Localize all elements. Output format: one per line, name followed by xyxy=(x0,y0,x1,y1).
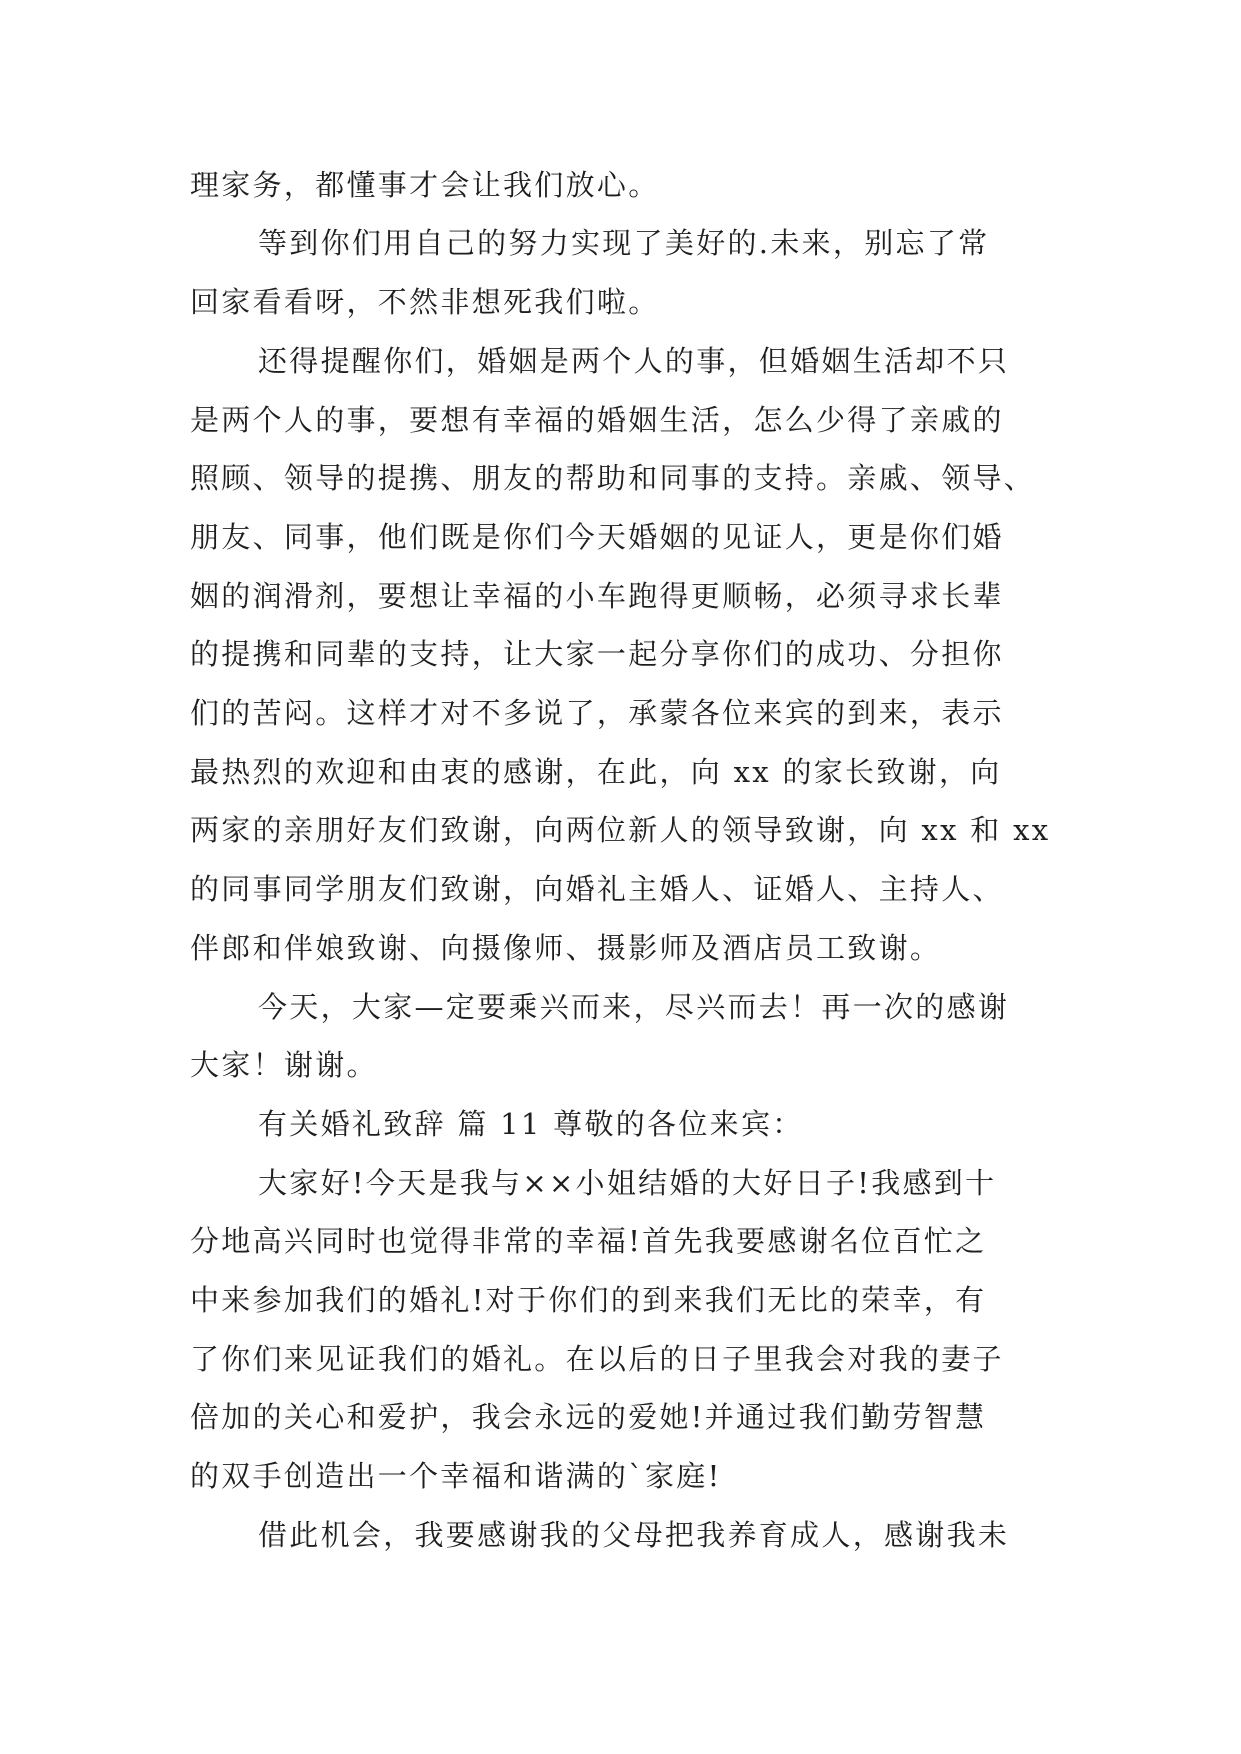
text-line: 借此机会，我要感谢我的父母把我养育成人，感谢我未 xyxy=(258,1518,1010,1552)
text-line: 今天，大家—定要乘兴而来，尽兴而去！再一次的感谢 xyxy=(258,990,1010,1024)
section-heading: 有关婚礼致辞 篇 11 尊敬的各位来宾： xyxy=(258,1107,804,1141)
text-line: 最热烈的欢迎和由衷的感谢，在此，向 xx 的家长致谢，向 xyxy=(190,755,1002,789)
text-line: 的同事同学朋友们致谢，向婚礼主婚人、证婚人、主持人、 xyxy=(190,872,1004,906)
text-line: 朋友、同事，他们既是你们今天婚姻的见证人，更是你们婚 xyxy=(190,520,1004,554)
text-line: 姻的润滑剂，要想让幸福的小车跑得更顺畅，必须寻求长辈 xyxy=(190,579,1004,613)
text-line: 两家的亲朋好友们致谢，向两位新人的领导致谢，向 xx 和 xx xyxy=(190,813,1051,847)
text-line: 照顾、领导的提携、朋友的帮助和同事的支持。亲戚、领导、 xyxy=(190,461,1036,495)
text-line: 的双手创造出一个幸福和谐满的`家庭! xyxy=(190,1459,722,1493)
text-line: 倍加的关心和爱护，我会永远的爱她!并通过我们勤劳智慧 xyxy=(190,1400,987,1434)
text-line: 等到你们用自己的努力实现了美好的.未来，别忘了常 xyxy=(258,226,990,260)
text-line: 伴郎和伴娘致谢、向摄像师、摄影师及酒店员工致谢。 xyxy=(190,931,942,965)
text-line: 们的苦闷。这样才对不多说了，承蒙各位来宾的到来，表示 xyxy=(190,696,1004,730)
text-line: 还得提醒你们，婚姻是两个人的事，但婚姻生活却不只 xyxy=(258,344,1010,378)
text-line: 中来参加我们的婚礼!对于你们的到来我们无比的荣幸，有 xyxy=(190,1283,987,1317)
text-line: 大家！谢谢。 xyxy=(190,1048,378,1082)
text-line: 的提携和同辈的支持，让大家一起分享你们的成功、分担你 xyxy=(190,637,1004,671)
text-line: 大家好!今天是我与××小姐结婚的大好日子!我感到十 xyxy=(258,1166,997,1200)
text-line: 理家务，都懂事才会让我们放心。 xyxy=(190,168,660,202)
text-line: 分地高兴同时也觉得非常的幸福!首先我要感谢名位百忙之 xyxy=(190,1224,987,1258)
text-line: 回家看看呀，不然非想死我们啦。 xyxy=(190,285,660,319)
text-line: 了你们来见证我们的婚礼。在以后的日子里我会对我的妻子 xyxy=(190,1342,1004,1376)
text-line: 是两个人的事，要想有幸福的婚姻生活，怎么少得了亲戚的 xyxy=(190,403,1004,437)
